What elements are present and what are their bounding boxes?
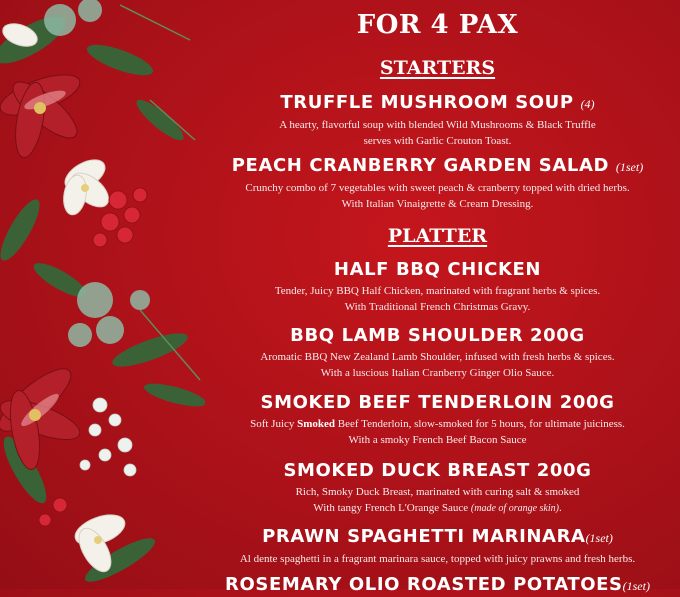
- item-name: PRAWN SPAGHETTI MARINARA(1set): [262, 526, 613, 547]
- menu-item: [195, 526, 680, 567]
- section-title-starters: STARTERS: [379, 57, 496, 79]
- item-name: TRUFFLE MUSHROOM SOUP (4): [280, 92, 595, 113]
- menu-content: [195, 0, 680, 595]
- item-description: Rich, Smoky Duck Breast, marinated with curing salt & smoked With tangy French L'Orange Sauce (made of orange skin).: [295, 486, 580, 514]
- menu-item: [195, 460, 680, 517]
- poinsettia-floral-border-icon: [0, 0, 205, 589]
- item-name: ROSEMARY OLIO ROASTED POTATOES(1set): [225, 574, 650, 595]
- menu-item: [195, 155, 680, 212]
- menu-item: [195, 259, 680, 315]
- item-description: Aromatic BBQ New Zealand Lamb Shoulder, infused with fresh herbs & spices. With a luscious Italian Cranberry Ginger Olio Sauce.: [260, 351, 615, 379]
- item-name: PEACH CRANBERRY GARDEN SALAD (1set): [231, 155, 644, 176]
- item-name: SMOKED DUCK BREAST 200G: [283, 460, 592, 481]
- menu-item: [195, 574, 680, 597]
- menu-item: [195, 392, 680, 448]
- item-description: Crunchy combo of 7 vegetables with sweet peach & cranberry topped with dried herbs. With Italian Vinaigrette & Cream Dressing.: [245, 182, 630, 210]
- page-title: FOR 4 PAX: [356, 10, 519, 40]
- item-description: Tender, Juicy BBQ Half Chicken, marinated with fragrant herbs & spices. With Traditional French Christmas Gravy.: [274, 285, 601, 313]
- item-description: Soft Juicy Smoked Beef Tenderloin, slow-smoked for 5 hours, for ultimate juiciness. With a smoky French Beef Bacon Sauce: [250, 418, 625, 446]
- menu-item: [195, 325, 680, 381]
- item-description: A hearty, flavorful soup with blended Wild Mushrooms & Black Truffle serves with Garlic Crouton Toast.: [279, 119, 596, 147]
- section-title-platter: PLATTER: [387, 225, 488, 247]
- item-description: Al dente spaghetti in a fragrant marinara sauce, topped with juicy prawns and fresh herbs.: [239, 553, 636, 565]
- item-name: BBQ LAMB SHOULDER 200G: [290, 325, 585, 346]
- item-name: SMOKED BEEF TENDERLOIN 200G: [260, 392, 615, 413]
- menu-item: [195, 92, 680, 149]
- item-name: HALF BBQ CHICKEN: [333, 259, 542, 280]
